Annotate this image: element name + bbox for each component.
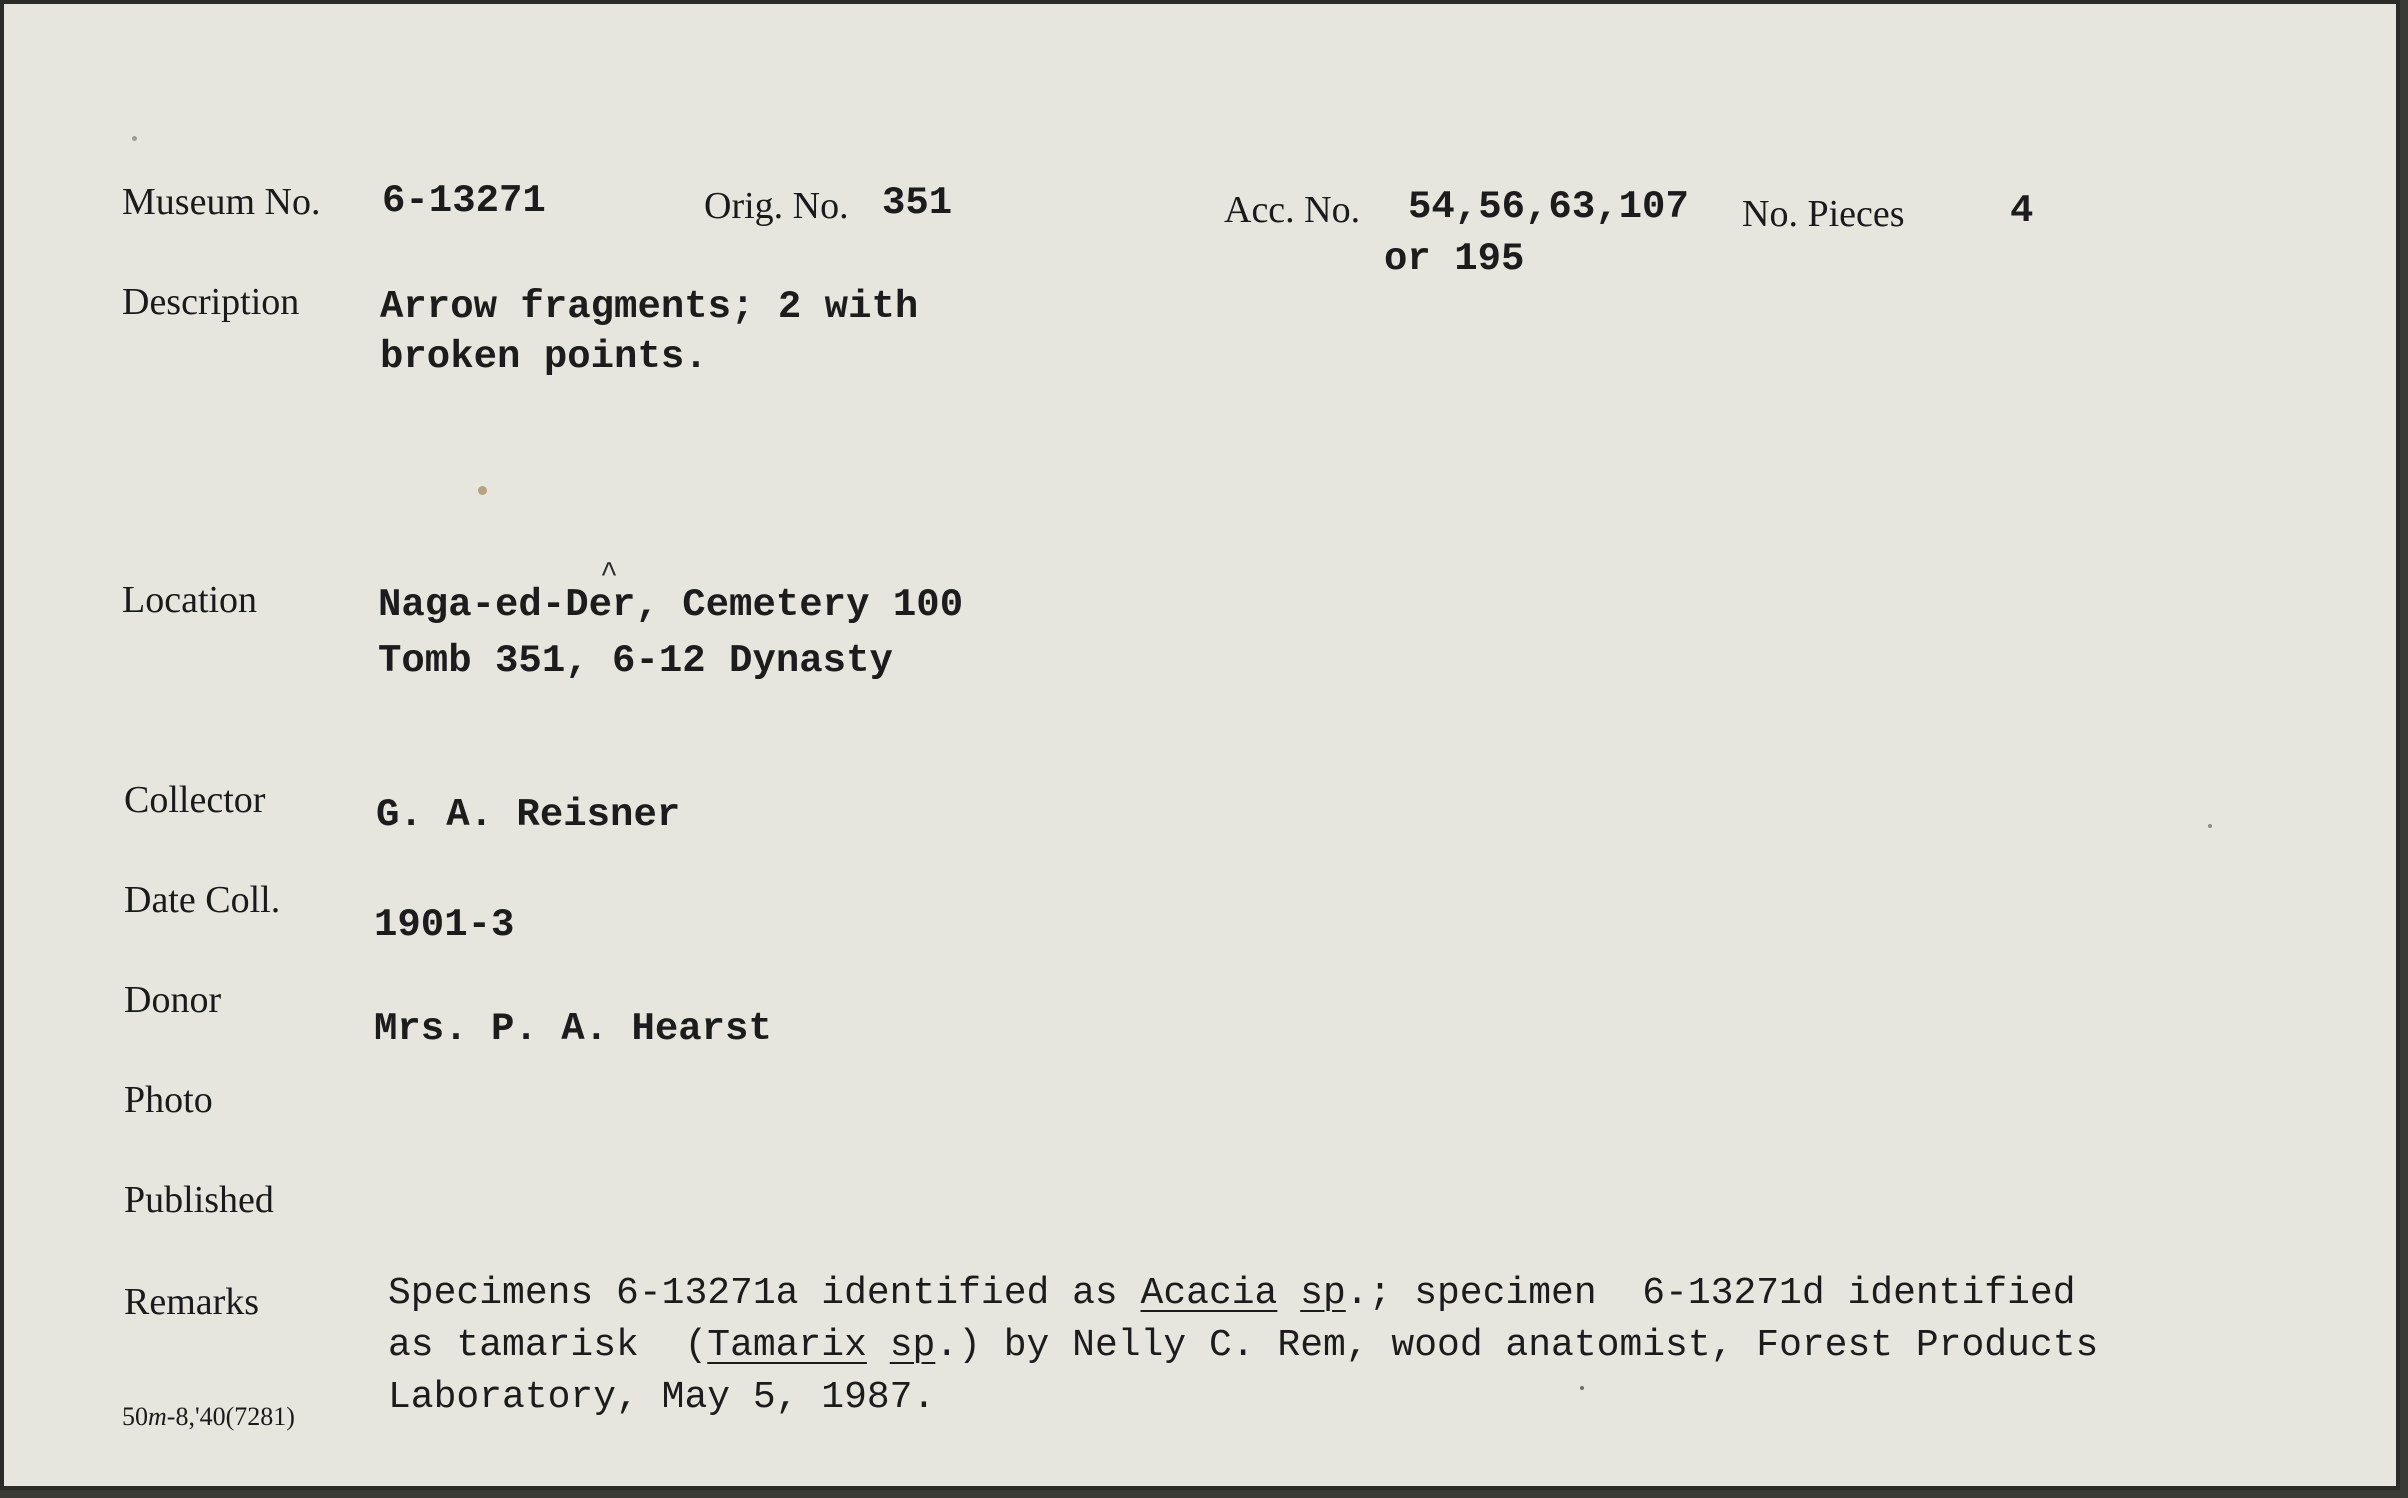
paper-speck <box>132 136 137 141</box>
remarks-l3: Laboratory, May 5, 1987. <box>388 1376 936 1419</box>
remarks-sp-1: sp <box>1300 1272 1346 1315</box>
donor-label: Donor <box>124 979 222 1021</box>
remarks-l2-c: .) by Nelly C. Rem, wood anatomist, Forest Products <box>935 1324 2099 1367</box>
remarks-tamarix: Tamarix <box>707 1324 867 1367</box>
remarks-l1-b <box>1277 1272 1300 1315</box>
form-code-italic: m <box>148 1402 167 1431</box>
orig-no-value: 351 <box>882 181 953 225</box>
form-code <box>122 1402 295 1432</box>
acc-no-label: Acc. No. <box>1224 189 1361 231</box>
remarks-l2-b <box>867 1324 890 1367</box>
location-line1: Naga-ed-Der, Cemetery 100 <box>378 583 964 627</box>
photo-label: Photo <box>124 1079 213 1121</box>
description-label: Description <box>122 281 300 323</box>
remarks-l1-c: .; specimen 6-13271d identified <box>1345 1272 2076 1315</box>
remarks-label: Remarks <box>124 1281 260 1323</box>
no-pieces-value: 4 <box>2010 189 2034 233</box>
museum-no-label: Museum No. <box>122 181 321 223</box>
paper-speck <box>1580 1386 1584 1390</box>
remarks-l2-a: as tamarisk ( <box>388 1324 708 1367</box>
accent-mark: ^ <box>600 558 619 592</box>
museum-no-value: 6-13271 <box>382 179 546 223</box>
donor-value: Mrs. P. A. Hearst <box>374 1007 772 1051</box>
published-label: Published <box>124 1179 274 1221</box>
remarks-l1-a: Specimens 6-13271a identified as <box>388 1272 1141 1315</box>
collector-label: Collector <box>124 779 266 821</box>
no-pieces-label: No. Pieces <box>1742 193 1905 235</box>
form-code-suffix: -8,'40(7281) <box>166 1402 295 1431</box>
remarks-text <box>388 1268 2098 1424</box>
description-line1: Arrow fragments; 2 with <box>380 285 919 329</box>
paper-speck <box>478 486 487 495</box>
location-label: Location <box>122 579 258 621</box>
remarks-acacia: Acacia <box>1140 1272 1278 1315</box>
acc-no-value-line2: or 195 <box>1384 237 1525 281</box>
location-line2: Tomb 351, 6-12 Dynasty <box>378 639 893 683</box>
acc-no-value-line1: 54,56,63,107 <box>1408 185 1689 229</box>
collector-value: G. A. Reisner <box>376 793 681 837</box>
paper-speck <box>2208 824 2212 828</box>
date-coll-value: 1901-3 <box>374 903 515 947</box>
date-coll-label: Date Coll. <box>124 879 281 921</box>
remarks-sp-2: sp <box>889 1324 936 1367</box>
orig-no-label: Orig. No. <box>704 185 849 227</box>
form-code-prefix: 50 <box>122 1402 148 1431</box>
description-line2: broken points. <box>380 335 708 379</box>
